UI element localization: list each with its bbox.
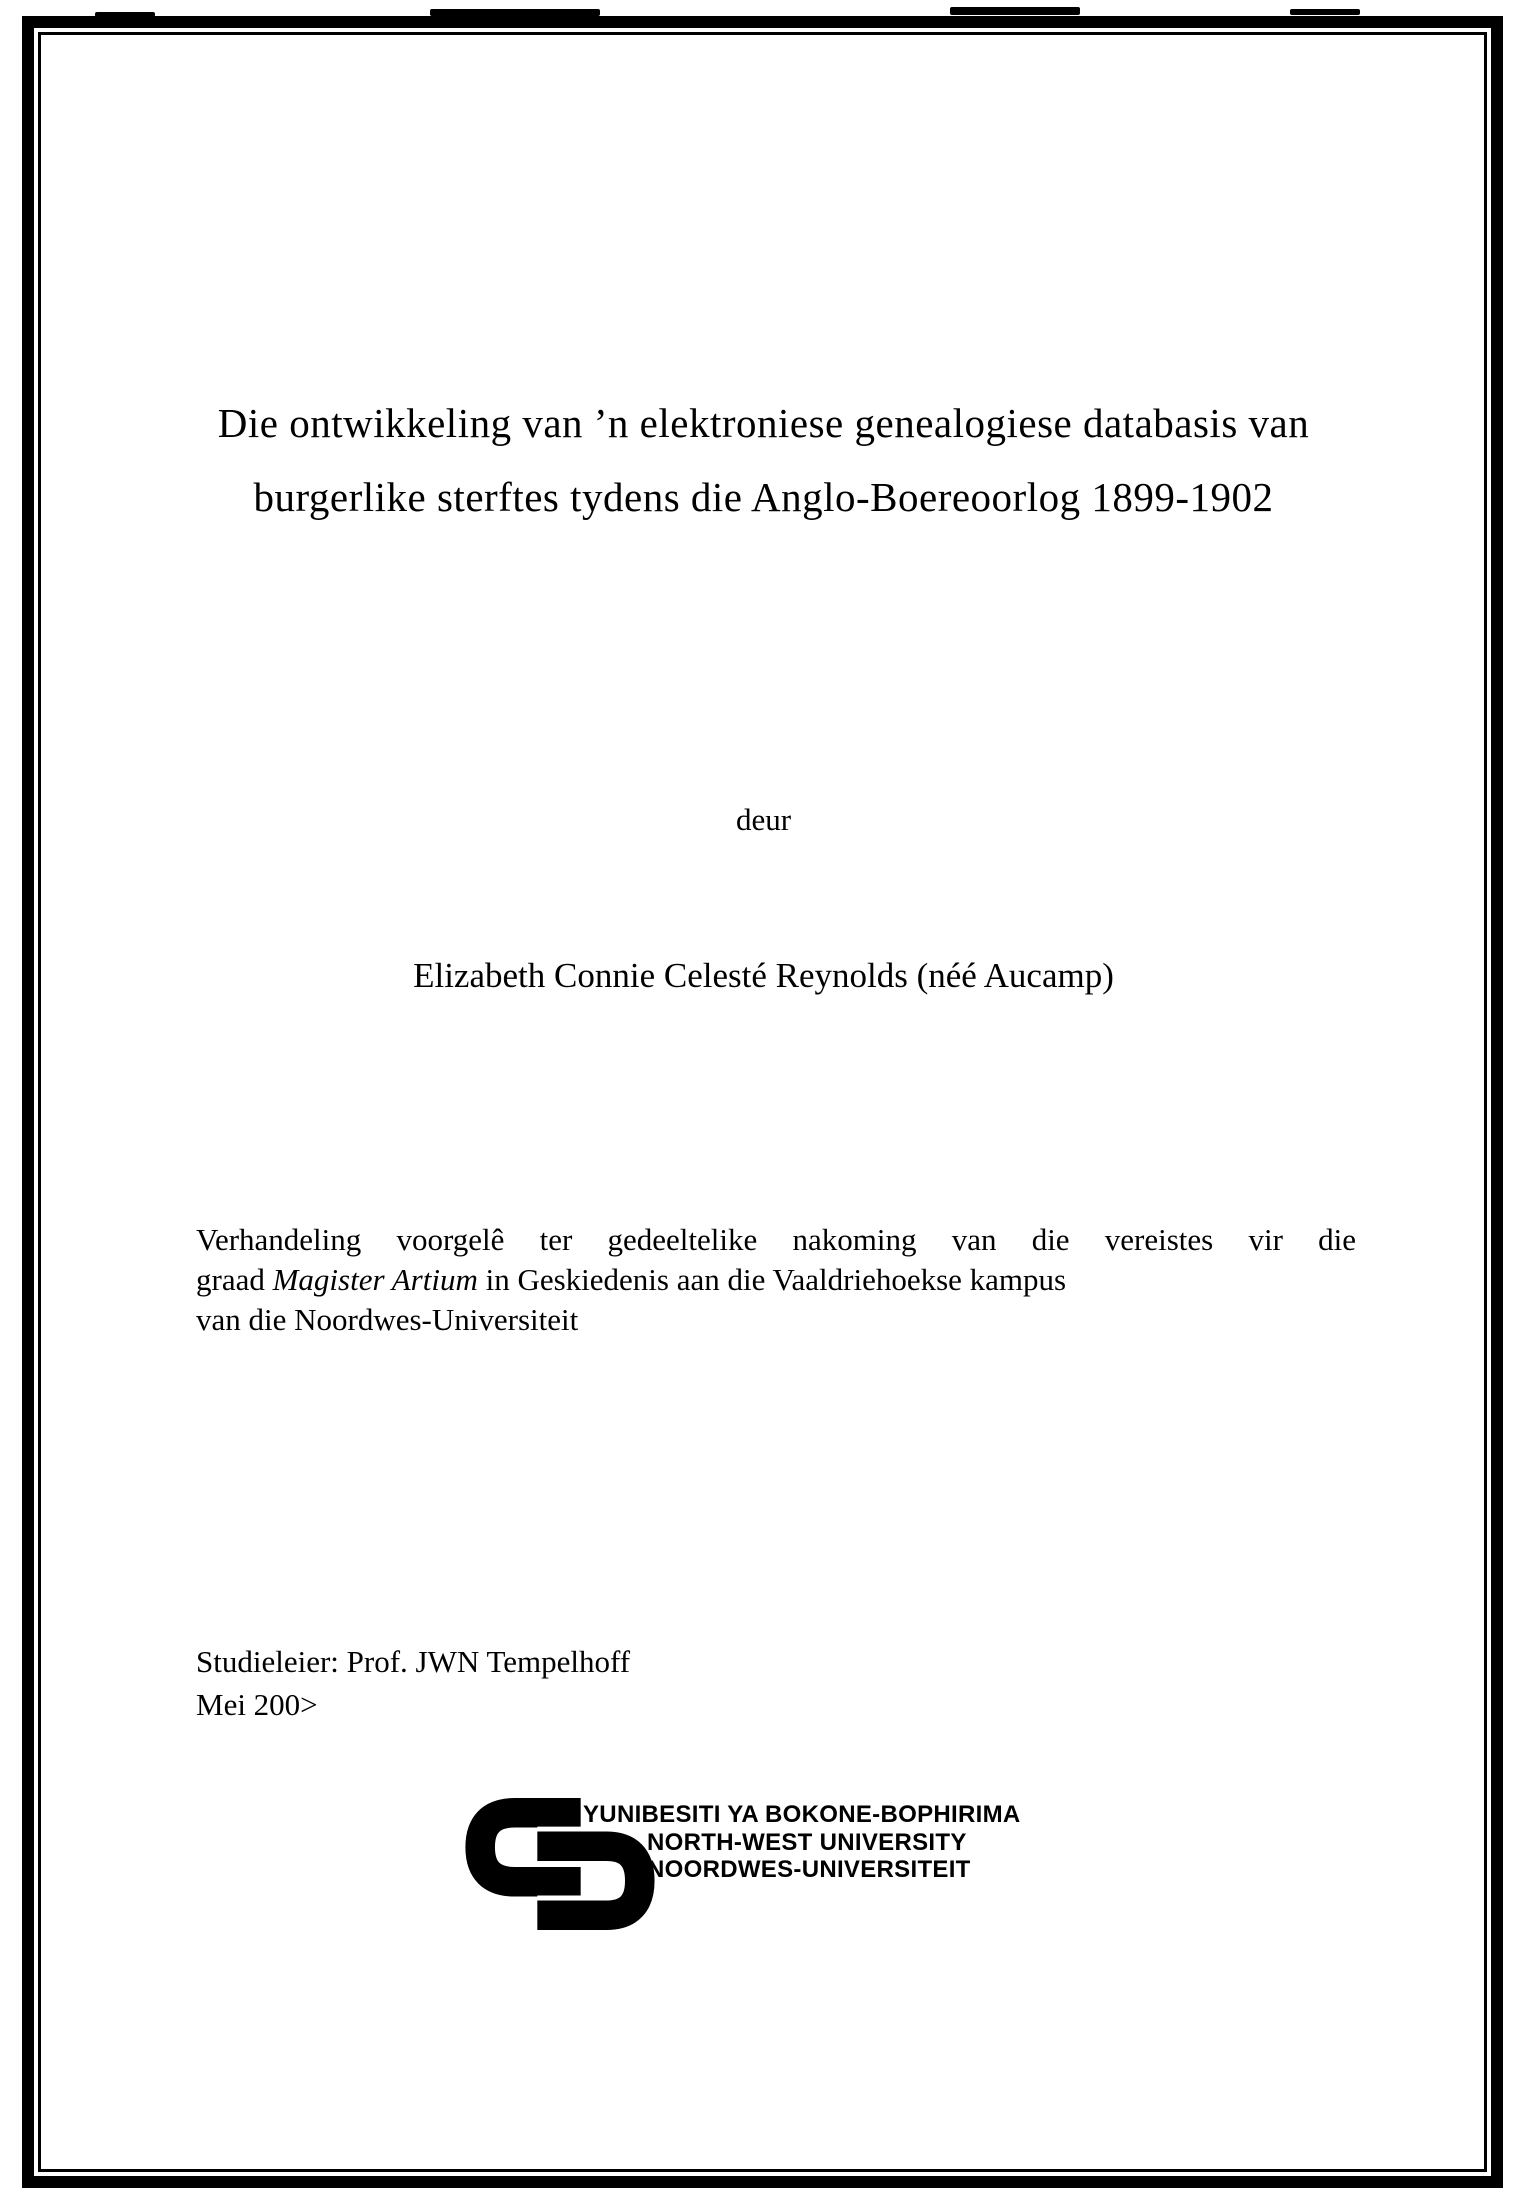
- scan-artifact: [430, 9, 600, 16]
- description-line1: Verhandeling voorgelê ter gedeeltelike nakoming van die vereistes vir die: [196, 1222, 1356, 1257]
- date-line: Mei 200>: [196, 1687, 318, 1722]
- description-line3: van die Noordwes-Universiteit: [196, 1302, 579, 1337]
- scan-artifact: [1290, 9, 1360, 15]
- description-line2-pre: graad: [196, 1262, 273, 1297]
- thesis-title-line2: burgerlike sterftes tydens die Anglo-Boereoorlog 1899-1902: [253, 474, 1274, 520]
- description-line2: [196, 1260, 1356, 1300]
- degree-name: Magister Artium: [272, 1262, 478, 1297]
- thesis-title-line1: Die ontwikkeling van ’n elektroniese genealogiese databasis van: [217, 400, 1310, 446]
- description-line2-post: in Geskiedenis aan die Vaaldriehoekse kampus: [477, 1262, 1067, 1297]
- wordmark-setswana: YUNIBESITI YA BOKONE-BOPHIRIMA: [583, 1801, 1021, 1828]
- wordmark-afrikaans: NOORDWES-UNIVERSITEIT: [647, 1856, 971, 1883]
- supervisor-line: Studieleier: Prof. JWN Tempelhoff: [196, 1644, 631, 1679]
- supervisor-block: [196, 1640, 630, 1726]
- scan-artifact: [95, 12, 155, 17]
- scan-artifact: [950, 7, 1080, 15]
- byline: deur: [735, 802, 792, 837]
- university-wordmark: [583, 1801, 1021, 1884]
- wordmark-english: NORTH-WEST UNIVERSITY: [647, 1828, 967, 1856]
- degree-description: [196, 1220, 1356, 1340]
- author-name: Elizabeth Connie Celesté Reynolds (néé Aucamp): [413, 956, 1114, 995]
